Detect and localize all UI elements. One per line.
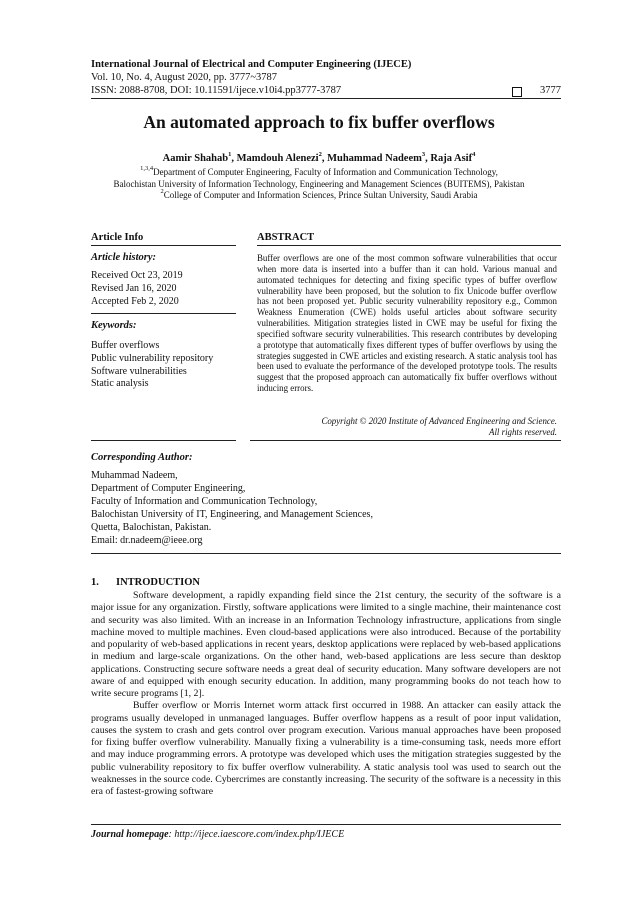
history-item: Revised Jan 16, 2020 [91,282,177,294]
corresponding-line: Quetta, Balochistan, Pakistan. [91,522,212,534]
body-paragraph: Buffer overflow or Morris Internet worm attack first occurred in 1988. An attacker can easily attack the programs usually developed in unmanaged languages. Buffer overflow happens as a result of poor input validation, causes the system to crash and gets control over program execution. Various manual approaches have been proposed for fixing buffer overflow vulnerability. Manually fixing a vulnerability is a time-consuming task, needs more effort and may induce programming errors. A prototype was developed which uses the mitigation strategies suggested by the public vulnerability repository to fix buffer overflow vulnerability. A static analysis tool was used to search out the weaknesses in the source code. Cybercrimes are constantly increasing. The security of the software is a necessity in this era of fastest-growing software [91,700,561,797]
affiliation-sup: 2 [160,188,164,195]
history-item: Received Oct 23, 2019 [91,270,183,281]
article-info-heading: Article Info [91,232,144,243]
section-title: INTRODUCTION [116,577,201,588]
abstract-bottom-rule [250,440,561,441]
footer-rule [91,824,561,825]
author-sup: 4 [472,150,476,158]
square-icon [512,87,522,97]
author-list: Aamir Shahab$^1$, Mamdouh Alenezi$^2$, Muhammad Nadeem$^3$, Raja Asif$^4$ [162,150,476,164]
homepage-link[interactable]: : http://ijece.iaescore.com/index.php/IJECE [168,829,345,840]
keyword-item: Static analysis [91,378,149,390]
section-heading-introduction [91,577,200,588]
author-name: Muhammad Nadeem [327,153,422,164]
journal-title: International Journal of Electrical and Computer Engineering (IJECE) [91,59,412,70]
copyright-line: All rights reserved. [489,427,557,437]
affiliation-line: Balochistan University of Information Technology, Engineering and Management Sciences (BUITEMS), Pakistan [113,178,525,189]
keywords-list [91,340,213,391]
history-list [91,270,183,308]
affiliation-line: Department of Computer Engineering, Faculty of Information and Communication Technology, [153,167,498,177]
journal-header [91,58,561,97]
corresponding-line: Muhammad Nadeem, [91,470,178,481]
keywords-rule [91,440,236,441]
author-sup: 1 [228,150,232,158]
history-rule [91,313,236,314]
corresponding-line: Department of Computer Engineering, [91,483,246,495]
corresponding-details [91,469,561,548]
section-number: 1. [91,577,99,588]
author-name: Mamdouh Alenezi [236,153,319,164]
history-heading: Article history: [91,252,157,263]
body-paragraph: Software development, a rapidly expanding field since the 21st century, the security of the software is a major issue for any organization. Firstly, software applications were limited to a single machine, their maintenance cost and security was also limited. With an increase in an Information Technology infrastructure, applications from single machine moved to multiple machines. Even cloud-based applications were also introduced. Because of the portability and popularity of web-based applications in recent years, desktop applications were replaced by web-based applications in medium and large-scale organizations. On the other hand, web-based applications are less secure than desktop applications. Constructing secure software needs a great deal of security education. Many software developers are not aware of and equipped with enough security education. In addition, many programming books do not teach how to write secure programs [1, 2]. [91,590,561,699]
author-sup: 2 [318,150,322,158]
keyword-item: Buffer overflows [91,340,160,351]
journal-issn-doi: ISSN: 2088-8708, DOI: 10.11591/ijece.v10i4.pp3777-3787 [91,85,342,96]
journal-volume: Vol. 10, No. 4, August 2020, pp. 3777~3787 [91,72,278,83]
corresponding-rule [91,553,561,554]
author-sup: 3 [421,150,426,158]
affiliations [60,167,578,202]
corresponding-email: Email: dr.nadeem@ieee.org [91,535,203,547]
affiliation-line: College of Computer and Information Sciences, Prince Sultan University, Saudi Arabia [163,190,478,200]
introduction-body [91,590,561,798]
paper-title: An automated approach to fix buffer overflows [143,112,495,132]
copyright-line: Copyright © 2020 Institute of Advanced Engineering and Science. [321,416,557,426]
keyword-item: Public vulnerability repository [91,352,214,364]
abstract-rule [257,245,561,246]
abstract-text: Buffer overflows are one of the most common software vulnerabilities that occur when more data is inserted into a buffer than it can hold. Various manual and automated techniques for detecting and fixing specific types of buffer overflow vulnerability have been proposed, but the solution to fix Unicode buffer overflow has not been proposed yet. Public security vulnerability repository e.g., Common Weakness Enumeration (CWE) holds useful articles about software security vulnerabilities. Mitigation strategies listed in CWE may be useful for fixing the specified software security vulnerabilities. This research contributes by developing a prototype that automatically fixes different types of buffer overflows by using the strategies suggested in CWE articles and existing research. A static analysis tool has been used to evaluate the performance of the developed prototype tools. The results suggest that the proposed approach can automatically fix buffer overflows without inducing errors. [257,253,557,394]
history-item: Accepted Feb 2, 2020 [91,295,179,307]
abstract-heading: ABSTRACT [257,232,315,243]
corresponding-heading: Corresponding Author: [91,452,193,463]
author-name: Aamir Shahab [162,153,229,164]
keyword-item: Software vulnerabilities [91,365,187,377]
corresponding-line: Faculty of Information and Communication Technology, [91,496,318,508]
journal-homepage [91,829,344,840]
article-info-rule [91,245,236,246]
copyright-notice [257,416,557,438]
author-name: Raja Asif [430,153,473,164]
page-number: 3777 [540,85,561,96]
affiliation-sup: 1,3,4 [140,165,154,172]
homepage-label: Journal homepage [91,829,169,840]
keywords-heading: Keywords: [91,320,137,331]
header-rule [91,98,561,99]
corresponding-line: Balochistan University of IT, Engineering, and Management Sciences, [91,509,373,521]
